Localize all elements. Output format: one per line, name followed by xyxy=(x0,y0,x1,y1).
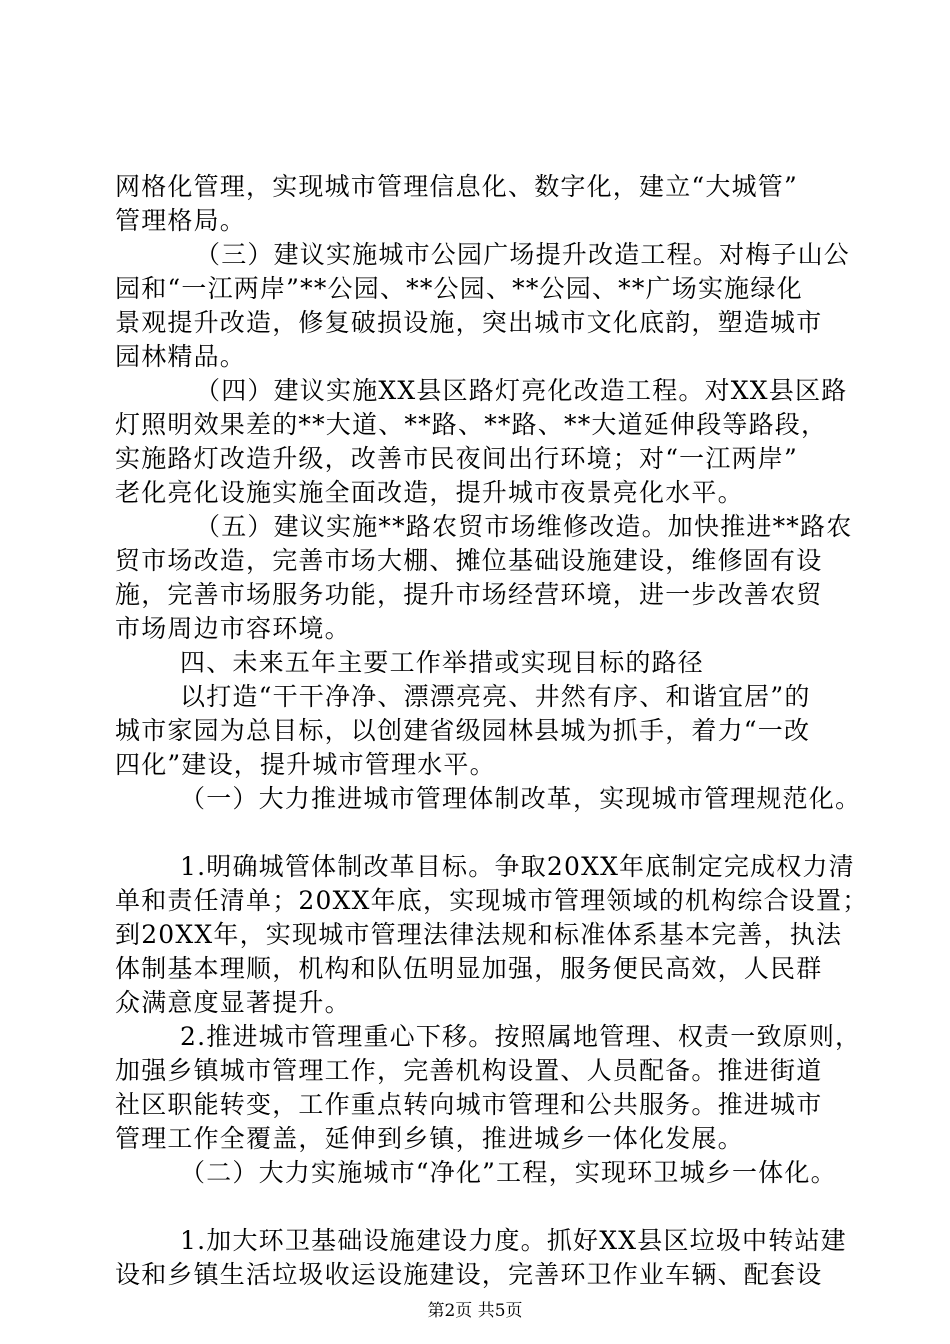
text-line: 贸市场改造，完善市场大棚、摊位基础设施建设，维修固有设 xyxy=(115,546,823,575)
text-line: 灯照明效果差的**大道、**路、**路、**大道延伸段等路段， xyxy=(115,410,828,439)
text-line: 实施路灯改造升级，改善市民夜间出行环境；对“一江两岸” xyxy=(115,444,798,473)
text-line: 景观提升改造，修复破损设施，突出城市文化底韵，塑造城市 xyxy=(115,308,823,337)
text-line: 园林精品。 xyxy=(115,342,247,371)
text-line: 管理工作全覆盖，延伸到乡镇，推进城乡一体化发展。 xyxy=(115,1124,744,1153)
text-line: 老化亮化设施实施全面改造，提升城市夜景亮化水平。 xyxy=(115,478,744,507)
text-line: 网格化管理，实现城市管理信息化、数字化，建立“大城管” xyxy=(115,172,798,201)
text-line: 体制基本理顺，机构和队伍明显加强，服务便民高效，人民群 xyxy=(115,954,823,983)
text-line: 市场周边市容环境。 xyxy=(115,614,351,643)
text-line: 社区职能转变，工作重点转向城市管理和公共服务。推进城市 xyxy=(115,1090,823,1119)
text-line: 1.明确城管体制改革目标。争取20XX年底制定完成权力清 xyxy=(180,852,855,881)
text-line: 四化”建设，提升城市管理水平。 xyxy=(115,750,496,779)
text-line: 施，完善市场服务功能，提升市场经营环境，进一步改善农贸 xyxy=(115,580,823,609)
text-line: （四）建议实施XX县区路灯亮化改造工程。对XX县区路 xyxy=(195,376,848,405)
subsection-heading: （一）大力推进城市管理体制改革，实现城市管理规范化。 xyxy=(180,784,862,813)
text-line: 众满意度显著提升。 xyxy=(115,988,351,1017)
text-line: 以打造“干干净净、漂漂亮亮、井然有序、和谐宜居”的 xyxy=(180,682,811,711)
text-line: 2.推进城市管理重心下移。按照属地管理、权责一致原则， xyxy=(180,1022,862,1051)
text-line: （五）建议实施**路农贸市场维修改造。加快推进**路农 xyxy=(195,512,853,541)
subsection-heading: （二）大力实施城市“净化”工程，实现环卫城乡一体化。 xyxy=(180,1158,837,1187)
text-line: 城市家园为总目标，以创建省级园林县城为抓手，着力“一改 xyxy=(115,716,811,745)
page-footer: 第2页 共5页 xyxy=(427,1301,523,1321)
text-line: 到20XX年，实现城市管理法律法规和标准体系基本完善，执法 xyxy=(115,920,843,949)
text-line: 设和乡镇生活垃圾收运设施建设，完善环卫作业车辆、配套设 xyxy=(115,1260,823,1289)
section-heading: 四、未来五年主要工作举措或实现目标的路径 xyxy=(180,648,705,677)
text-line: 园和“一江两岸”**公园、**公园、**公园、**广场实施绿化 xyxy=(115,274,803,303)
text-line: 1.加大环卫基础设施建设力度。抓好XX县区垃圾中转站建 xyxy=(180,1226,847,1255)
text-line: 加强乡镇城市管理工作，完善机构设置、人员配备。推进街道 xyxy=(115,1056,823,1085)
text-line: （三）建议实施城市公园广场提升改造工程。对梅子山公 xyxy=(195,240,851,269)
text-line: 单和责任清单；20XX年底，实现城市管理领域的机构综合设置； xyxy=(115,886,869,915)
text-line: 管理格局。 xyxy=(115,206,247,235)
